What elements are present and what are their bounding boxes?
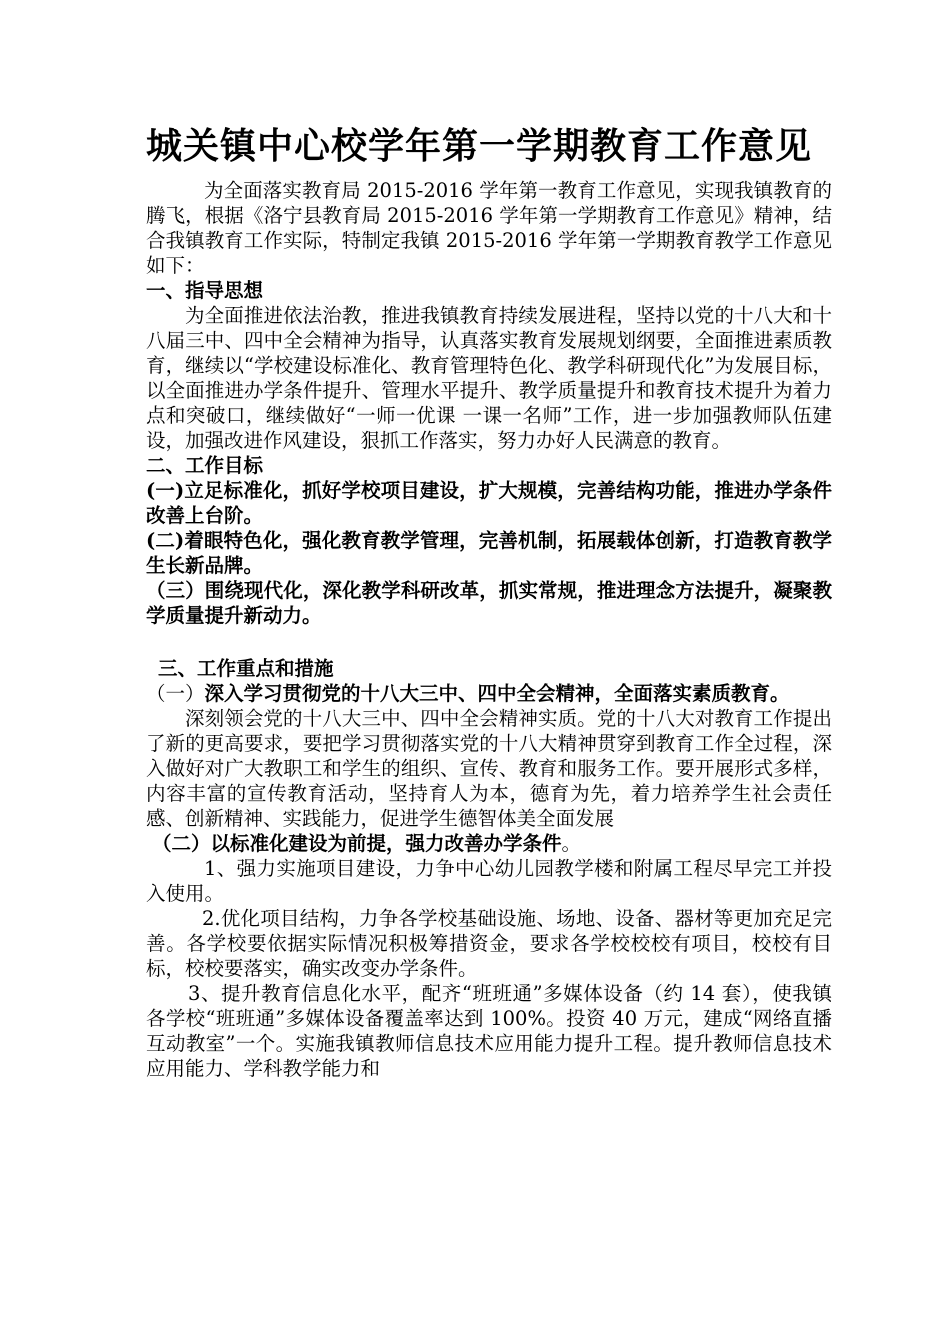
goal-item-2: (二)着眼特色化，强化教育教学管理，完善机制，拓展载体创新，打造教育教学生长新品牌。	[146, 529, 833, 577]
measure-item-1: 1、强力实施项目建设，力争中心幼儿园教学楼和附属工程尽早完工并投入使用。	[146, 857, 832, 905]
measure-item-3: 3、提升教育信息化水平，配齐“班班通”多媒体设备（约 14 套），使我镇各学校“班班通”多媒体设备覆盖率达到 100%。投资 40 万元，建成“网络直播互动教室”一个。实施我镇教师信息技术应用能力提升工程。提升教师信息技术应用能力、学科教学能力和	[146, 982, 832, 1080]
intro-paragraph: 为全面落实教育局 2015-2016 学年第一教育工作意见，实现我镇教育的腾飞，根据《洛宁县教育局 2015-2016 学年第一学期教育工作意见》精神，结合我镇教育工作实际，特制定我镇 2015-2016 学年第一学期教育教学工作意见如下：	[146, 179, 832, 277]
section-heading-key-measures: 三、工作重点和措施	[158, 657, 334, 680]
subsection-title-2-period: 。	[561, 832, 582, 855]
subsection-heading-1	[146, 681, 832, 706]
measure-item-2: 2.优化项目结构，力争各学校基础设施、场地、设备、器材等更加充足完善。各学校要依据实际情况积极筹措资金，要求各学校校校有项目，校校有目标，校校要落实，确实改变办学条件。	[146, 907, 832, 980]
goal-item-1: (一)立足标准化，抓好学校项目建设，扩大规模，完善结构功能，推进办学条件改善上台阶。	[146, 479, 833, 527]
goal-item-3: （三）围绕现代化，深化教学科研改革，抓实常规，推进理念方法提升，凝聚教学质量提升新动力。	[146, 579, 832, 627]
subsection-number-1: （一）	[146, 682, 205, 705]
guiding-thought-paragraph: 为全面推进依法治教，推进我镇教育持续发展进程，坚持以党的十八大和十八届三中、四中全会精神为指导，认真落实教育发展规划纲要，全面推进素质教育，继续以“学校建设标准化、教育管理特色化、教学科研现代化”为发展目标，以全面推进办学条件提升、管理水平提升、教学质量提升和教育技术提升为着力点和突破口，继续做好“一师一优课 一课一名师”工作，进一步加强教师队伍建设，加强改进作风建设，狠抓工作落实，努力办好人民满意的教育。	[146, 304, 832, 452]
subsection-title-2: 以标准化建设为前提，强力改善办学条件	[210, 832, 562, 855]
document-page	[146, 124, 832, 1081]
document-title: 城关镇中心校学年第一学期教育工作意见	[146, 125, 813, 167]
section-heading-guiding-thought: 一、指导思想	[146, 279, 264, 302]
blank-line	[146, 628, 832, 656]
subsection-heading-2	[146, 831, 832, 856]
subsection-title-1: 深入学习贯彻党的十八大三中、四中全会精神，全面落实素质教育。	[204, 682, 790, 705]
subsection-1-paragraph: 深刻领会党的十八大三中、四中全会精神实质。党的十八大对教育工作提出了新的更高要求，要把学习贯彻落实党的十八大精神贯穿到教育工作全过程，深入做好对广大教职工和学生的组织、宣传、教育和服务工作。要开展形式多样，内容丰富的宣传教育活动，坚持育人为本，德育为先，着力培养学生社会责任感、创新精神、实践能力，促进学生德智体美全面发展	[146, 707, 832, 830]
subsection-number-2: （二）	[152, 832, 211, 855]
section-heading-work-goals: 二、工作目标	[146, 454, 264, 477]
